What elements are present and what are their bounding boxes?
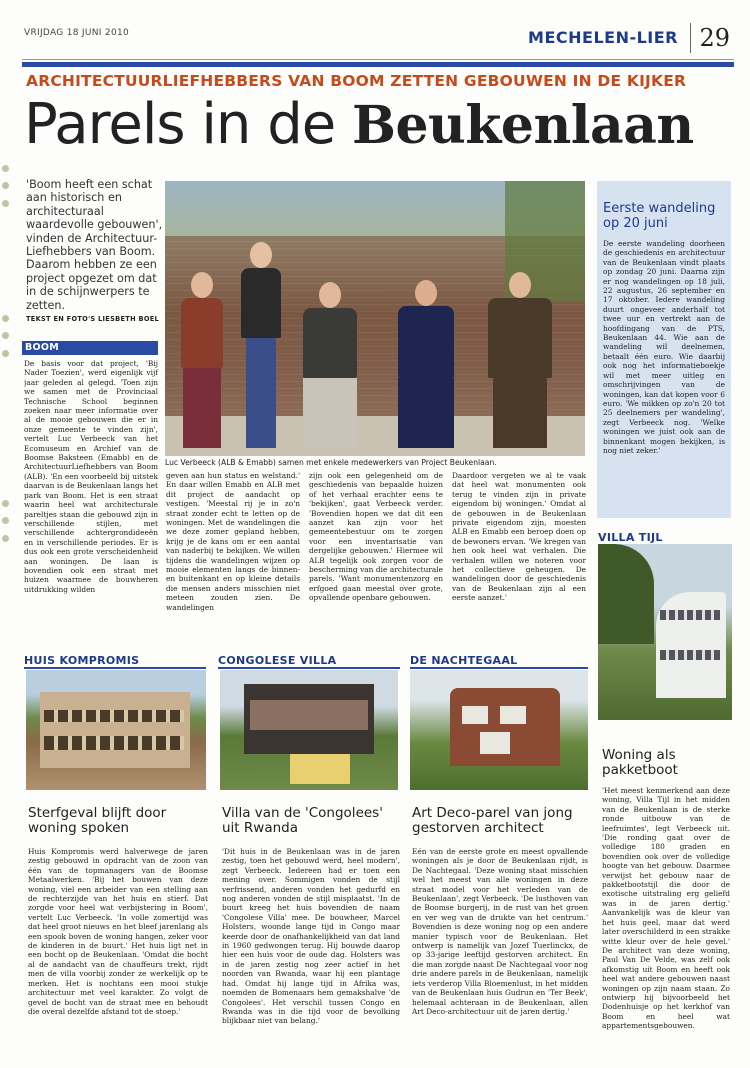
group-photo bbox=[165, 181, 585, 456]
margin-dot bbox=[2, 182, 9, 189]
villa-tijl-title: Woning als pakketboot bbox=[602, 747, 678, 778]
villa-tijl-body: 'Het meest kenmerkend aan deze woning, Villa Tijl in het midden van de Beukenlaan is de sterke ronde uitbouw van de leefruimtes', legt Verbeeck uit. 'Die ronding gaat over de volledige 180 graden en bovendien ook over de volledige hoogte van het gebouw. Daarmee verwijst het gebouw naar de pakketbootstijl die door de exotische uitstraling erg geliefd was in de jaren dertig.' Aanvankelijk was de kleur van het huis geel, maar dat werd later overschilderd in een strakke witte kleur over de hele gevel.' De architect van deze woning, Paul Van De Velde, was zelf ook afkomstig uit Boom en heeft ook heel wat andere gebouwen naast woningen op zijn naam staan. Zo ontwierp hij bijvoorbeeld het Dodenhuisje op het kerkhof van Boom en heel wat appartementsgebouwen. bbox=[602, 786, 730, 1031]
article-intro: 'Boom heeft een schat aan historisch en architecturaal waardevolle gebouwen', vinden de Architectuur-Liefhebbers van Boom. Daarom hebben ze een project opgezet om dat in de schijnwerpers te zetten. bbox=[26, 178, 163, 312]
photo-person bbox=[485, 272, 555, 448]
page-number: 29 bbox=[690, 23, 730, 53]
headline-light: Parels in de bbox=[24, 92, 353, 157]
photo-person bbox=[177, 272, 227, 448]
story-body-de-nachtegaal: Eén van de eerste grote en meest opvallende woningen als je door de Beukenlaan rijdt, is De Nachtegaal. 'Deze woning staat misschien wel het meest van alle woningen in deze straat model voor het verleden van de Beukenlaan', zegt Verbeeck. 'De lusthoven van de Boomse burgerij, in de rust van het groen en ver weg van de drukte van het centrum.' Bovendien is deze woning nog op een andere manier typisch voor de Beukenlaan. Het ontwerp is namelijk van Jozef Tuerlinckx, de op 33-jarige leeftijd gestorven architect. En die man zorgde naast De Nachtegaal voor nog drie andere parels in de Beukenlaan, namelijk iets verderop Villa Bloemenlust, in het midden van de Beukenlaan huis Gudrun en 'Ter Beek', helemaal achteraan in de Beukenlaan, allen Art Deco-architectuur uit de jaren dertig.' bbox=[412, 847, 588, 1016]
headline-bold: Beukenlaan bbox=[352, 95, 694, 156]
article-column-3: zijn ook een gelegenheid om de geschiedenis van bepaalde huizen of het verhaal erachter eens te 'bekijken', gaat Verbeeck verder. 'Bovendien hopen we dat dit een aanzet kan zijn voor het gemeentebestuur om te zorgen voor een inventarisatie van dergelijke gebouwen.' Hiermee wil ALB tegelijk ook zorgen voor de bescherming van die architecturale parels. 'Want monumentenzorg en erfgoed gaan meestal over grote, opvallende openbare gebouwen. bbox=[309, 471, 443, 603]
story-title-congolese-villa: Villa van de 'Congolees' uit Rwanda bbox=[222, 805, 383, 836]
margin-dot bbox=[2, 332, 9, 339]
article-headline bbox=[24, 92, 694, 164]
issue-date: VRIJDAG 18 JUNI 2010 bbox=[24, 28, 130, 38]
photo-caption: Luc Verbeeck (ALB & Emabb) samen met enkele medewerkers van Project Beukenlaan. bbox=[165, 458, 497, 467]
story-title-huis-kompromis: Sterfgeval blijft door woning spoken bbox=[28, 805, 167, 836]
story-body-congolese-villa: 'Dit huis in de Beukenlaan was in de jaren zestig, toen het gebouwd werd, heel modern', zegt Verbeeck. Iedereen had er toen een mening over. Sommigen vonden de stijl verfrissend, anderen vonden het gedurfd en nog anderen vonden de stijl misplaatst. 'In de buurt kreeg het huis bovendien de naam 'Congolese Villa' mee. De bouwheer, Marcel Holsters, woonde lange tijd in Congo maar keerde door de onafhankelijkheid van dat land in 1960 gedwongen terug. Hij bouwde daarop hier een huis voor de oude dag. Holsters was in de jaren zestig nog zeer actief in het noorden van Rwanda, waar hij een plantage had. Omdat hij lange tijd in Afrika was, noemden de Bomenaars hem gemakshalve 'de Congolees'. Het verschil tussen Congo en Rwanda was in die tijd voor de bevolking blijkbaar niet van belang.' bbox=[222, 847, 400, 1026]
margin-dot bbox=[2, 315, 9, 322]
photo-person bbox=[237, 242, 285, 448]
photo-person bbox=[395, 280, 457, 448]
article-column-2: geven aan hun status en welstand.' En daar willen Emabb en ALB met dit project de aandacht op vestigen. 'Meestal rij je in zo'n straat zonder echt te letten op de woningen. Met de wandelingen die we deze zomer gepland hebben, krijg je de kans om er een aantal van naderbij te bekijken. We willen tijdens die wandelingen wijzen op mooie elementen langs de binnen- en buitenkant en op kleine details die mensen anders misschien niet meteen zouden zien. De wandelingen bbox=[166, 471, 300, 612]
margin-dot bbox=[2, 535, 9, 542]
location-label: BOOM bbox=[22, 341, 158, 355]
page-header bbox=[22, 22, 734, 60]
villa-tijl-photo bbox=[598, 544, 732, 720]
margin-dot bbox=[2, 350, 9, 357]
article-kicker: ARCHITECTUURLIEFHEBBERS VAN BOOM ZETTEN GEBOUWEN IN DE KIJKER bbox=[26, 72, 687, 90]
margin-dot bbox=[2, 500, 9, 507]
info-box bbox=[597, 181, 731, 518]
margin-dot bbox=[2, 200, 9, 207]
photo-person bbox=[300, 282, 360, 448]
story-label-de-nachtegaal: DE NACHTEGAAL bbox=[410, 654, 588, 669]
info-box-title: Eerste wandeling op 20 juni bbox=[603, 201, 716, 231]
congolese-villa-photo bbox=[220, 670, 398, 790]
story-label-congolese-villa: CONGOLESE VILLA bbox=[218, 654, 400, 669]
story-title-de-nachtegaal: Art Deco-parel van jong gestorven architect bbox=[412, 805, 573, 836]
villa-tijl-label: VILLA TIJL bbox=[598, 531, 732, 546]
article-column-4: Daardoor vergeten we al te vaak dat heel wat monumenten ook terug te vinden zijn in private eigendom bij woningen.' Omdat al de gebouwen in de Beukenlaan private eigendom zijn, moesten ALB en Emabb een beroep doen op de bewoners ervan. 'We kregen van hen ook heel wat verhalen. Die verhalen willen we noteren voor het collectieve geheugen. De wandelingen door de geschiedenis van de Beukenlaan zijn al een eerste aanzet.' bbox=[452, 471, 586, 603]
section-title: MECHELEN-LIER bbox=[528, 28, 678, 47]
story-body-huis-kompromis: Huis Kompromis werd halverwege de jaren zestig gebouwd in opdracht van de zoon van één van de topmanagers van de Boomse Metaalwerken. 'Bij het bouwen van deze woning, viel een arbeider van een stelling aan de rechterzijde van het huis en stierf. Dat zorgde voor heel wat verbijstering in Boom', vertelt Luc Verbeeck. 'In volle zomertijd was dat heel groot nieuws en het bleef jarenlang als een spook boven de woning hangen, zeker voor de kinderen in de buurt.' Het huis ligt net in een bocht op de Beukenlaan. 'Omdat die bocht al de aandacht van de chauffeurs trekt, rijdt men de villa voorbij zonder ze werkelijk op te merken. Het is nochtans een mooi stukje architectuur met veel karakter. Zo volgt de gevel de bocht van de straat mee en behoudt die overal dezelfde afstand tot de stoep.' bbox=[28, 847, 208, 1016]
header-rule bbox=[22, 62, 734, 67]
article-column-1: De basis voor dat project, 'Bij Nader Toezien', werd eigenlijk vijf jaar geleden al gelegd. 'Toen zijn we samen met de Provinciaal Technische School beginnen zoeken naar meer informatie over al de mooie gebouwen die er in onze gemeente te vinden zijn', vertelt Luc Verbeeck van het Ecomuseum en Archief van de Boomse Baksteen (Emabb) en de ArchitectuurLiefhebbers van Boom (ALB). 'En een voorbeeld bij uitstek daarvan is de Beukenlaan langs het park van Boom. Het is een straat waarin heel wat architecturale pareltjes staan die gebouwd zijn in verschillende stijlen, met verschillende achtergrondideeën en in verschillende periodes. Er is dus ook een grote verscheidenheid aan woningen. De laan is bovendien ook een straat met huizen waarmee de bouwheren uitdrukking wilden bbox=[24, 359, 158, 594]
de-nachtegaal-photo bbox=[410, 670, 588, 790]
huis-kompromis-photo bbox=[26, 670, 206, 790]
article-credit: TEKST EN FOTO'S LIESBETH BOEL bbox=[26, 315, 160, 323]
info-box-body: De eerste wandeling doorheen de geschiedenis en architectuur van de Beukenlaan vindt plaats op zondag 20 juni. Daarna zijn er nog wandelingen op 18 juli, 22 augustus, 26 september en 17 oktober. Iedere wandeling duurt ongeveer anderhalf tot twee uur en vertrekt aan de hoofdingang van de PTS, Beukenlaan 44. Wie aan de wandeling wil deelnemen, betaalt één euro. Wie daarbij ook nog het informatieboekje wil met meer uitleg en omschrijvingen van de woningen, kan dat kopen voor 6 euro. 'We mikken op zo'n 20 tot 25 deelnemers per wandeling', zegt Verbeeck nog. 'Welke woningen we juist ook aan de binnenkant mogen bekijken, is nog niet zeker.' bbox=[603, 239, 725, 455]
margin-dot bbox=[2, 165, 9, 172]
story-label-huis-kompromis: HUIS KOMPROMIS bbox=[24, 654, 206, 669]
margin-dot bbox=[2, 517, 9, 524]
